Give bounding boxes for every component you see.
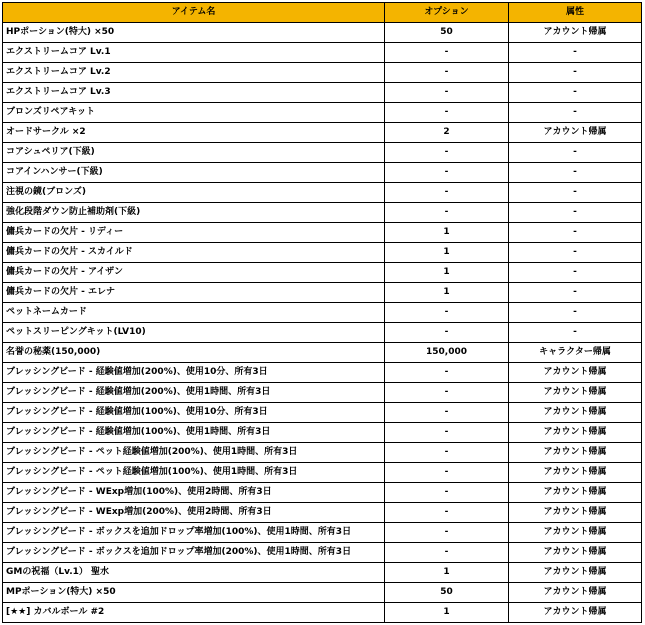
option-cell: - (385, 103, 509, 123)
option-cell: - (385, 443, 509, 463)
option-cell: - (385, 183, 509, 203)
attribute-cell: アカウント帰属 (509, 23, 642, 43)
item-name-cell: ブロンズリペアキット (3, 103, 385, 123)
attribute-cell: - (509, 63, 642, 83)
item-name-cell: ペットスリーピングキット(LV10) (3, 323, 385, 343)
table-row (3, 143, 642, 163)
option-cell: - (385, 463, 509, 483)
item-name-cell: ブレッシングビード - WExp増加(200%)、使用2時間、所有3日 (3, 503, 385, 523)
option-cell: 1 (385, 263, 509, 283)
table-row (3, 443, 642, 463)
table-row (3, 363, 642, 383)
table-row (3, 203, 642, 223)
option-cell: 1 (385, 283, 509, 303)
table-row (3, 343, 642, 363)
attribute-cell: - (509, 243, 642, 263)
attribute-cell: アカウント帰属 (509, 523, 642, 543)
table-row (3, 243, 642, 263)
option-cell: - (385, 43, 509, 63)
attribute-cell: - (509, 143, 642, 163)
table-row (3, 163, 642, 183)
option-cell: - (385, 523, 509, 543)
header-option: オプション (385, 3, 509, 23)
table-row (3, 103, 642, 123)
item-name-cell: ブレッシングビード - 経験値増加(100%)、使用10分、所有3日 (3, 403, 385, 423)
table-row (3, 383, 642, 403)
table-row (3, 603, 642, 623)
item-name-cell: GMの祝福（Lv.1） 聖水 (3, 563, 385, 583)
option-cell: - (385, 363, 509, 383)
attribute-cell: アカウント帰属 (509, 563, 642, 583)
table-row (3, 83, 642, 103)
item-name-cell: ブレッシングビード - ボックスを追加ドロップ率増加(100%)、使用1時間、所有3日 (3, 523, 385, 543)
item-name-cell: ブレッシングビード - WExp増加(100%)、使用2時間、所有3日 (3, 483, 385, 503)
attribute-cell: - (509, 83, 642, 103)
attribute-cell: アカウント帰属 (509, 363, 642, 383)
attribute-cell: - (509, 263, 642, 283)
attribute-cell: アカウント帰属 (509, 123, 642, 143)
table-row (3, 583, 642, 603)
table-row (3, 323, 642, 343)
attribute-cell: - (509, 323, 642, 343)
item-name-cell: MPポーション(特大) ×50 (3, 583, 385, 603)
item-name-cell: ブレッシングビード - 経験値増加(200%)、使用10分、所有3日 (3, 363, 385, 383)
table-row (3, 183, 642, 203)
table-row (3, 63, 642, 83)
option-cell: - (385, 63, 509, 83)
attribute-cell: アカウント帰属 (509, 503, 642, 523)
item-name-cell: [★★] カバルボール #2 (3, 603, 385, 623)
table-row (3, 263, 642, 283)
option-cell: 150,000 (385, 343, 509, 363)
attribute-cell: アカウント帰属 (509, 463, 642, 483)
option-cell: 2 (385, 123, 509, 143)
item-name-cell: ブレッシングビード - 経験値増加(100%)、使用1時間、所有3日 (3, 423, 385, 443)
item-name-cell: 傭兵カードの欠片 - リディー (3, 223, 385, 243)
option-cell: 1 (385, 603, 509, 623)
attribute-cell: - (509, 303, 642, 323)
attribute-cell: アカウント帰属 (509, 483, 642, 503)
item-table-container (2, 2, 642, 623)
item-name-cell: コアシュペリア(下級) (3, 143, 385, 163)
attribute-cell: アカウント帰属 (509, 443, 642, 463)
item-name-cell: 注視の鏡(ブロンズ) (3, 183, 385, 203)
table-row (3, 283, 642, 303)
item-name-cell: エクストリームコア Lv.3 (3, 83, 385, 103)
table-row (3, 503, 642, 523)
option-cell: - (385, 383, 509, 403)
attribute-cell: - (509, 183, 642, 203)
table-row (3, 463, 642, 483)
item-name-cell: エクストリームコア Lv.1 (3, 43, 385, 63)
option-cell: 1 (385, 243, 509, 263)
option-cell: - (385, 303, 509, 323)
item-name-cell: コアインハンサー(下級) (3, 163, 385, 183)
option-cell: - (385, 543, 509, 563)
attribute-cell: アカウント帰属 (509, 383, 642, 403)
table-body (3, 23, 642, 623)
attribute-cell: アカウント帰属 (509, 603, 642, 623)
item-name-cell: 名誉の秘薬(150,000) (3, 343, 385, 363)
option-cell: - (385, 503, 509, 523)
item-name-cell: ブレッシングビード - ペット経験値増加(200%)、使用1時間、所有3日 (3, 443, 385, 463)
option-cell: 1 (385, 223, 509, 243)
item-name-cell: HPポーション(特大) ×50 (3, 23, 385, 43)
attribute-cell: - (509, 283, 642, 303)
table-header (3, 3, 642, 23)
option-cell: - (385, 403, 509, 423)
table-row (3, 423, 642, 443)
header-attribute: 属性 (509, 3, 642, 23)
item-name-cell: ブレッシングビード - ペット経験値増加(100%)、使用1時間、所有3日 (3, 463, 385, 483)
option-cell: - (385, 483, 509, 503)
attribute-cell: - (509, 43, 642, 63)
option-cell: - (385, 323, 509, 343)
item-name-cell: ペットネームカード (3, 303, 385, 323)
table-row (3, 43, 642, 63)
item-name-cell: オードサークル ×2 (3, 123, 385, 143)
item-table (2, 2, 642, 623)
attribute-cell: アカウント帰属 (509, 583, 642, 603)
table-row (3, 403, 642, 423)
attribute-cell: キャラクター帰属 (509, 343, 642, 363)
attribute-cell: アカウント帰属 (509, 423, 642, 443)
table-row (3, 523, 642, 543)
option-cell: 50 (385, 583, 509, 603)
attribute-cell: - (509, 203, 642, 223)
option-cell: 1 (385, 563, 509, 583)
item-name-cell: 傭兵カードの欠片 - エレナ (3, 283, 385, 303)
item-name-cell: エクストリームコア Lv.2 (3, 63, 385, 83)
attribute-cell: アカウント帰属 (509, 543, 642, 563)
option-cell: - (385, 163, 509, 183)
attribute-cell: - (509, 163, 642, 183)
attribute-cell: アカウント帰属 (509, 403, 642, 423)
table-row (3, 543, 642, 563)
table-row (3, 23, 642, 43)
item-name-cell: 傭兵カードの欠片 - スカイルド (3, 243, 385, 263)
header-row (3, 3, 642, 23)
option-cell: - (385, 83, 509, 103)
table-row (3, 483, 642, 503)
item-name-cell: ブレッシングビード - 経験値増加(200%)、使用1時間、所有3日 (3, 383, 385, 403)
header-item-name: アイテム名 (3, 3, 385, 23)
item-name-cell: 傭兵カードの欠片 - アイザン (3, 263, 385, 283)
item-name-cell: 強化段階ダウン防止補助剤(下級) (3, 203, 385, 223)
option-cell: - (385, 203, 509, 223)
attribute-cell: - (509, 223, 642, 243)
option-cell: - (385, 143, 509, 163)
item-name-cell: ブレッシングビード - ボックスを追加ドロップ率増加(200%)、使用1時間、所有3日 (3, 543, 385, 563)
table-row (3, 303, 642, 323)
table-row (3, 123, 642, 143)
option-cell: 50 (385, 23, 509, 43)
attribute-cell: - (509, 103, 642, 123)
table-row (3, 563, 642, 583)
option-cell: - (385, 423, 509, 443)
table-row (3, 223, 642, 243)
